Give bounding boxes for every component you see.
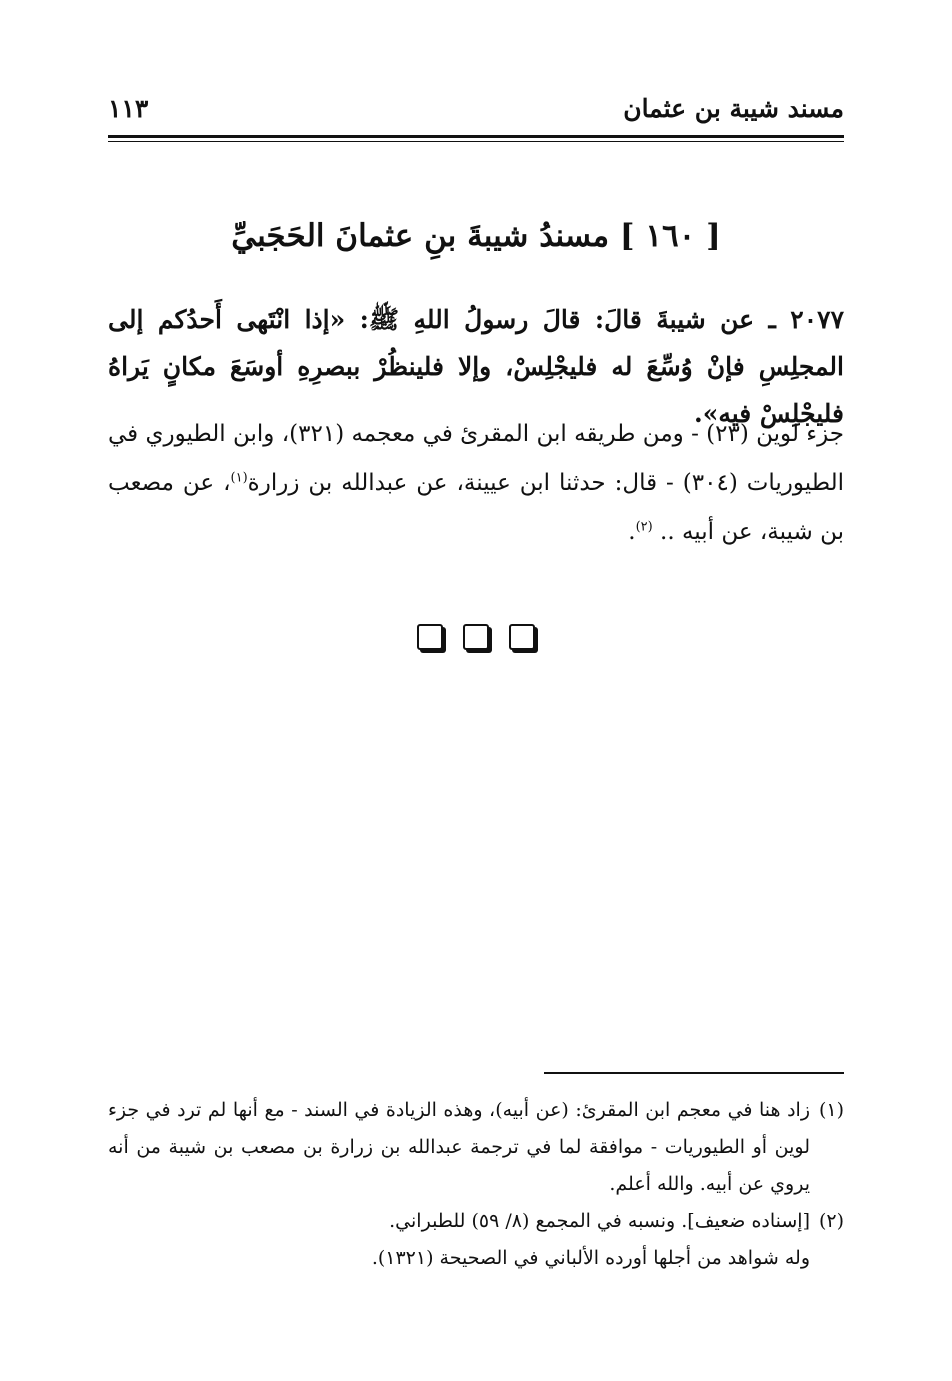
- separator-square-icon: [417, 624, 443, 650]
- footnotes: [108, 1092, 844, 1277]
- footnote-rule: [544, 1072, 844, 1074]
- footnote-2: [108, 1203, 844, 1240]
- footnote-ref-2: (٢): [635, 519, 653, 535]
- header-rule-thin: [108, 141, 844, 142]
- separator-square-icon: [463, 624, 489, 650]
- page-number: ١١٣: [108, 94, 149, 123]
- footnote-2-continuation: وله شواهد من أجلها أورده الألباني في الصحيحة (١٣٢١).: [371, 1247, 810, 1269]
- takhrij-end: .: [628, 519, 636, 545]
- header-rule-thick: [108, 135, 844, 138]
- footnote-text: زاد هنا في معجم ابن المقرئ: (عن أبيه)، وهذه الزيادة في السند - مع أنها لم ترد في جزء لوين أو الطيوريات - موافقة لما في ترجمة عبدالله بن زرارة بن مصعب بن شيبة من أنه يروي عن أبيه. والله أعلم.: [108, 1099, 810, 1195]
- footnote-ref-1: (١): [230, 470, 248, 486]
- takhrij-paragraph: [108, 410, 844, 557]
- hadith-text: ٢٠٧٧ ـ عن شيبةَ قالَ: قالَ رسولُ اللهِ ﷺ: «إذا انْتَهى أَحدُكم إلى المجلِسِ فإنْ وُسِّعَ له فليجْلِسْ، وإلا فلينظُرْ ببصرِهِ أوسَعَ مكانٍ يَراهُ فليجْلِسْ فيه».: [108, 305, 844, 428]
- takhrij-part2: ، عن مصعب بن شيبة، عن أبيه ..: [108, 470, 844, 545]
- separator-square-icon: [509, 624, 535, 650]
- footnote-1: [108, 1092, 844, 1203]
- running-title: مسند شيبة بن عثمان: [623, 94, 844, 123]
- footnote-number: (٢): [818, 1210, 844, 1232]
- section-heading: [ ١٦٠ ] مسندُ شيبةَ بنِ عثمانَ الحَجَبيِّ: [231, 218, 721, 254]
- section-separator: [0, 624, 952, 650]
- running-header: [108, 92, 844, 132]
- footnote-text: [إسناده ضعيف]. ونسبه في المجمع (٨/ ٥٩) للطبراني.: [389, 1210, 810, 1232]
- takhrij-part1: جزء لوين (٢٣) - ومن طريقه ابن المقرئ في معجمه (٣٢١)، وابن الطيوري في الطيوريات (٣٠٤) - قال: حدثنا ابن عيينة، عن عبدالله بن زرارة: [108, 421, 845, 496]
- footnote-number: (١): [818, 1099, 844, 1121]
